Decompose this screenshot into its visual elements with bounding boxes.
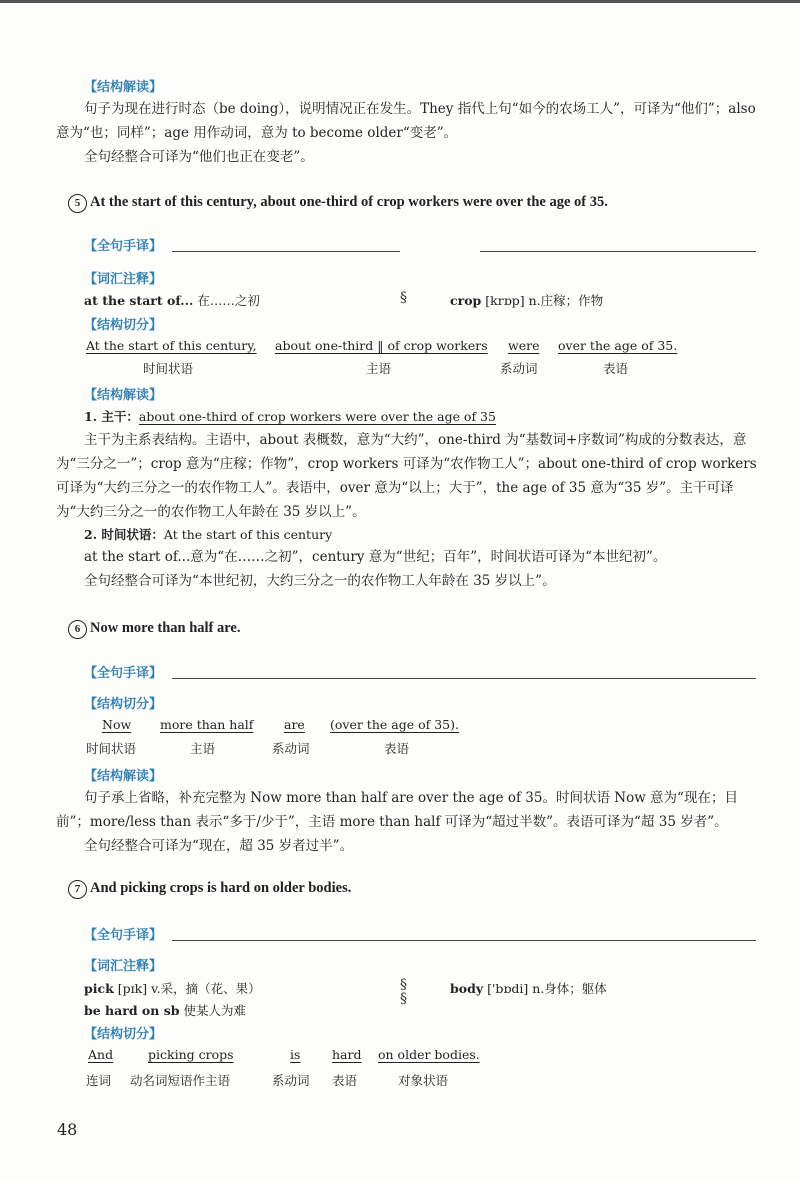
s6-heading <box>68 620 241 639</box>
s5-item-1-desc: 主干为主系表结构。主语中，about 表概数，意为“大约”，one-third 为“基数词+序数词”构成的分数表达，意为“三分之一”；crop 意为“庄稼；作物”，crop workers 可译为“农作物工人”；about one-third of crop workers 可译为“大约三分之一的农作物工人”。表语中，over 意为“以上；大于”，the age of 35 意为“35 岁”。主干可译为“大约三分之一的农作物工人年龄在 35 岁以上”。 <box>56 432 757 520</box>
top-rule <box>0 0 800 3</box>
s6-number-badge: 6 <box>68 620 87 639</box>
vocab-term: at the start of... <box>84 293 194 308</box>
item-title: 2. 时间状语： <box>84 527 164 542</box>
s6-label-2: 主语 <box>190 741 216 756</box>
s7-number-badge: 7 <box>68 880 87 899</box>
s5-summary: 全句经整合可译为“本世纪初，大约三分之一的农作物工人年龄在 35 岁以上”。 <box>84 573 556 589</box>
divider-ornament-icon: § <box>400 290 407 306</box>
s7-translation-tag: 【全句手译】 <box>84 928 163 943</box>
vocab-term: crop <box>450 293 482 308</box>
s7-label-4: 表语 <box>332 1073 358 1088</box>
s6-analysis-paragraph: 句子承上省略，补充完整为 Now more than half are over the age of 35。时间状语 Now 意为“现在；目前”；more/less than 表示“多于/少于”，主语 more than half 可译为“超过半数”。表语可译为“超 35 岁者”。 <box>56 790 738 830</box>
s5-part-4: over the age of 35. <box>558 338 678 353</box>
s5-item-1 <box>84 407 496 425</box>
item-text: about one-third of crop workers were over the age of 35 <box>138 409 496 424</box>
s6-part-4: (over the age of 35). <box>330 717 459 732</box>
s5-sentence: At the start of this century, about one-third of crop workers were over the age of 35. <box>90 194 608 210</box>
vocab-term: be hard on sb <box>84 1003 180 1018</box>
s5-heading <box>68 194 608 213</box>
s5-label-2: 主语 <box>366 361 392 376</box>
s5-part-2: about one-third ‖ of crop workers <box>275 338 488 353</box>
s5-translation-blank-2[interactable] <box>480 251 756 252</box>
s7-structure-cut-tag: 【结构切分】 <box>84 1027 163 1042</box>
s5-part-3: were <box>508 338 540 353</box>
s5-number-badge: 5 <box>68 194 87 213</box>
s5-item-2-desc: at the start of...意为“在……之初”，century 意为“世纪；百年”，时间状语可译为“本世纪初”。 <box>84 549 667 565</box>
item-title: 1. 主干： <box>84 409 139 424</box>
s7-part-4: hard <box>332 1047 362 1062</box>
vocab-meaning: v.采，摘（花、果） <box>151 981 261 996</box>
s5-part-1: At the start of this century, <box>86 338 257 353</box>
s7-label-2: 动名词短语作主语 <box>130 1073 231 1088</box>
vocab-meaning: 在……之初 <box>197 293 260 308</box>
s7-part-3: is <box>290 1047 301 1062</box>
vocab-term: pick <box>84 981 114 996</box>
s6-translation-tag: 【全句手译】 <box>84 666 163 681</box>
vocab-phonetic: [pɪk] <box>117 981 148 996</box>
s6-part-1: Now <box>102 717 132 732</box>
s7-vocab-3 <box>450 979 607 997</box>
s5-vocab-2 <box>450 291 603 309</box>
s5-translation-blank-1[interactable] <box>172 251 400 252</box>
vocab-phonetic: ['bɒdi] <box>487 981 529 996</box>
s7-part-2: picking crops <box>148 1047 234 1062</box>
vocab-meaning: 使某人为难 <box>183 1003 246 1018</box>
s7-label-5: 对象状语 <box>398 1073 449 1088</box>
s6-part-2: more than half <box>160 717 254 732</box>
s5-vocab-tag: 【词汇注释】 <box>84 272 163 287</box>
s6-structure-read-tag: 【结构解读】 <box>84 769 163 784</box>
item-text: At the start of this century <box>163 527 333 542</box>
s5-structure-read-tag: 【结构解读】 <box>84 388 163 403</box>
s7-vocab-1 <box>84 979 261 997</box>
s7-part-5: on older bodies. <box>378 1047 480 1062</box>
s7-vocab-tag: 【词汇注释】 <box>84 959 163 974</box>
s7-sentence: And picking crops is hard on older bodies. <box>90 880 352 896</box>
s5-label-3: 系动词 <box>500 361 538 376</box>
s6-label-1: 时间状语 <box>86 741 137 756</box>
vocab-phonetic: [krɒp] <box>485 293 525 308</box>
s5-translation-tag: 【全句手译】 <box>84 239 163 254</box>
s7-label-1: 连词 <box>86 1073 112 1088</box>
s6-summary: 全句经整合可译为“现在，超 35 岁者过半”。 <box>84 838 354 854</box>
s7-translation-blank[interactable] <box>172 940 756 941</box>
vocab-meaning: n.身体；躯体 <box>532 981 607 996</box>
s6-part-3: are <box>284 717 305 732</box>
divider-ornament-icon: § § <box>400 977 407 1007</box>
s4-analysis-paragraph: 句子为现在进行时态（be doing），说明情况正在发生。They 指代上句“如今的农场工人”，可译为“他们”；also 意为“也；同样”；age 用作动词，意为 to become older“变老”。 <box>56 101 756 141</box>
s5-item-2 <box>84 525 332 543</box>
s4-structure-read-tag: 【结构解读】 <box>84 80 163 95</box>
s5-vocab-1 <box>84 291 260 309</box>
vocab-meaning: n.庄稼；作物 <box>528 293 604 308</box>
s7-vocab-2 <box>84 1001 246 1019</box>
s6-label-4: 表语 <box>384 741 410 756</box>
vocab-term: body <box>450 981 484 996</box>
s5-label-4: 表语 <box>603 361 629 376</box>
s5-structure-cut-tag: 【结构切分】 <box>84 318 163 333</box>
s7-heading <box>68 880 351 899</box>
s6-structure-cut-tag: 【结构切分】 <box>84 697 163 712</box>
s6-label-3: 系动词 <box>272 741 310 756</box>
s7-label-3: 系动词 <box>272 1073 310 1088</box>
page-number: 48 <box>57 1120 78 1139</box>
s6-sentence: Now more than half are. <box>90 620 241 636</box>
s6-translation-blank[interactable] <box>172 678 756 679</box>
s4-summary: 全句经整合可译为“他们也正在变老”。 <box>84 149 314 165</box>
s7-part-1: And <box>88 1047 114 1062</box>
s5-label-1: 时间状语 <box>143 361 194 376</box>
